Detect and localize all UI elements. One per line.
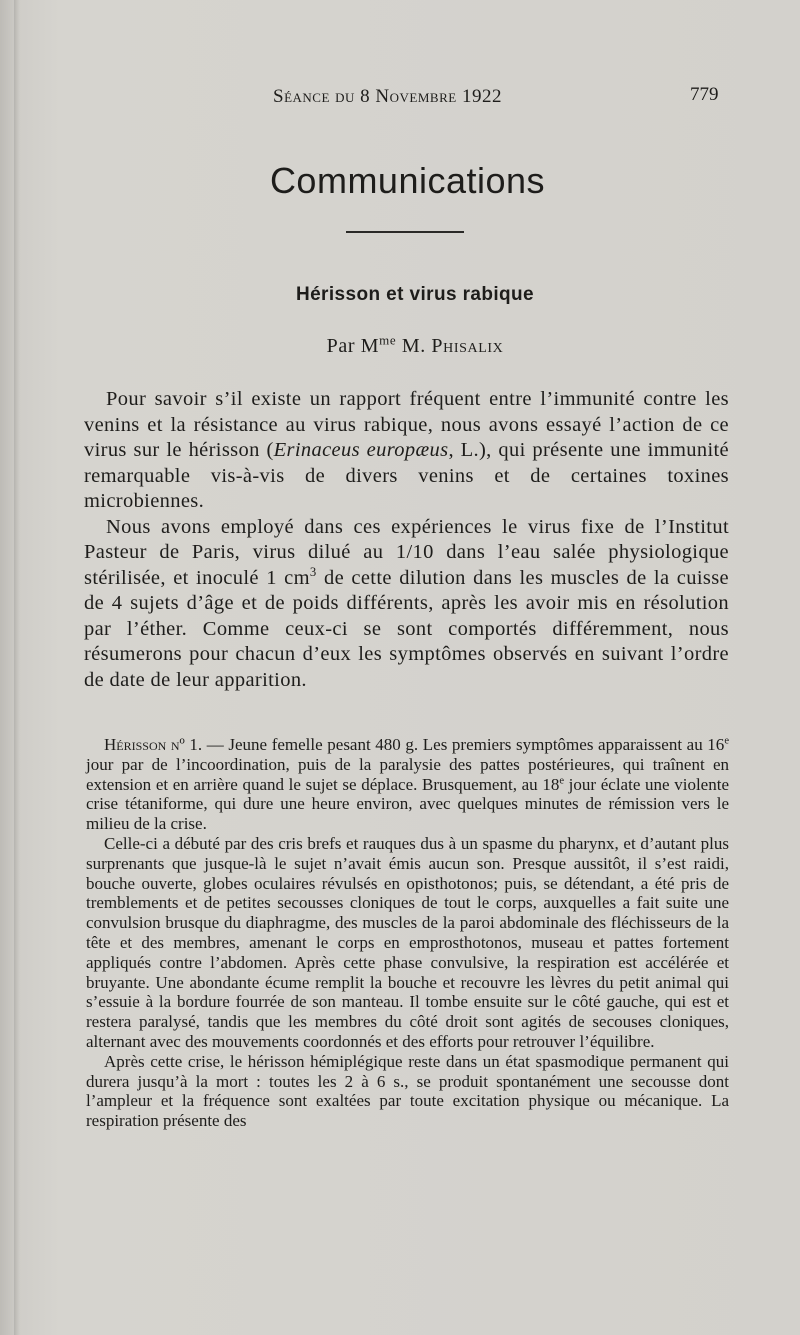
intro-p2-part-a: Nous avons employé dans ces expériences le virus fixe de l’Institut Pasteur de Paris, virus dilué au 1/10 dans l’eau salée physiologique stérilisée, et inoculé 1 cm [84, 515, 729, 589]
species-name: Erinaceus europæus [273, 439, 449, 461]
session-heading: Séance du 8 Novembre 1922 [273, 86, 502, 107]
byline-prefix: Par M [326, 335, 380, 357]
running-head [273, 86, 502, 108]
section-title: Communications [269, 160, 546, 201]
intro-p2-part-b: de cette dilution dans les muscles de la cuisse de 4 sujets d’âge et de poids différents, après les avoir mis en résolution par l’éther. Comme ceux-ci se sont comportés différemment, nous résumerons pour chacun d’eux les symptômes observés en suivant l’ordre de date de leur apparition. [84, 566, 729, 691]
intro-p2-sup: 3 [309, 564, 317, 579]
case-1-p1-part-a: — Jeune femelle pesant 480 g. Les premiers symptômes apparaissent au 16 [202, 735, 725, 754]
intro-paragraph-1 [84, 387, 729, 515]
case-1-paragraph-1 [86, 735, 729, 834]
case-1-sup-2: e [559, 774, 565, 786]
title-rule [346, 231, 464, 233]
byline [0, 332, 800, 358]
case-1-paragraph-3: Après cette crise, le hérisson hémiplégique reste dans un état spasmodique permanent qui durera jusqu’à la mort : toutes les 2 à 6 s., se produit spontanément une secousse dont l’ampleur et la fréquence sont exaltées par toute excitation physique ou mécanique. La respiration présente des [86, 1051, 729, 1131]
author-name: M. Phisalix [396, 335, 504, 357]
byline-sup: me [379, 332, 397, 348]
intro-text [84, 387, 729, 693]
case-1-p1-part-b: jour par de l’incoordination, puis de la paralysie des pattes postérieures, qui traînent en extension et en arrière quand le sujet se déplace. Brusquement, au 18 [86, 754, 729, 794]
article-title: Hérisson et virus rabique [295, 284, 535, 305]
intro-p1-part-b: , L.), qui présente une immunité remarquable vis-à-vis de divers venins et de certaines toxines microbiennes. [84, 439, 730, 512]
page-number: 779 [690, 84, 719, 105]
case-1-sup-1: e [724, 735, 729, 747]
case-1-paragraph-2: Celle-ci a débuté par des cris brefs et rauques dus à un spasme du pharynx, et d’autant plus surprenants que jusque-là le sujet n’avait émis aucun son. Presque aussitôt, il s’est raidi, bouche ouverte, globes oculaires révulsés en opisthotonos; puis, se détendant, a été pris de tremblements et de petites secousses cloniques de tout le corps, auxquelles a fait suite une convulsion brusque du diaphragme, des muscles de la paroi abdominale des fléchisseurs de la tête et des membres, amenant le corps en emprosthotonos, museau et pattes fortement appliqués contre l’abdomen. Après cette phase convulsive, la respiration est accélérée et bruyante. Une abondante écume remplit la bouche et recouvre les lèvres du petit animal qui s’essuie à la bordure fourrée de son manteau. Il tombe ensuite sur le côté gauche, qui est et restera paralysé, tandis que les membres du côté droit sont agités de secouses cloniques, alternant avec des mouvements coordonnés et des efforts pour retrouver l’équilibre. [86, 833, 729, 1051]
intro-p1-part-a: Pour savoir s’il existe un rapport fréquent entre l’immunité contre les venins et la résistance au virus rabique, nous avons essayé l’action de ce virus sur le hérisson ( [84, 388, 729, 461]
case-1-p1-part-c: jour éclate une violente crise tétaniforme, qui dure une heure environ, avec quelques minutes de rémission vers le milieu de la crise. [86, 774, 729, 834]
case-1-text [86, 735, 729, 1131]
case-label: Hérisson nº 1. [104, 735, 203, 754]
intro-paragraph-2 [84, 515, 729, 694]
